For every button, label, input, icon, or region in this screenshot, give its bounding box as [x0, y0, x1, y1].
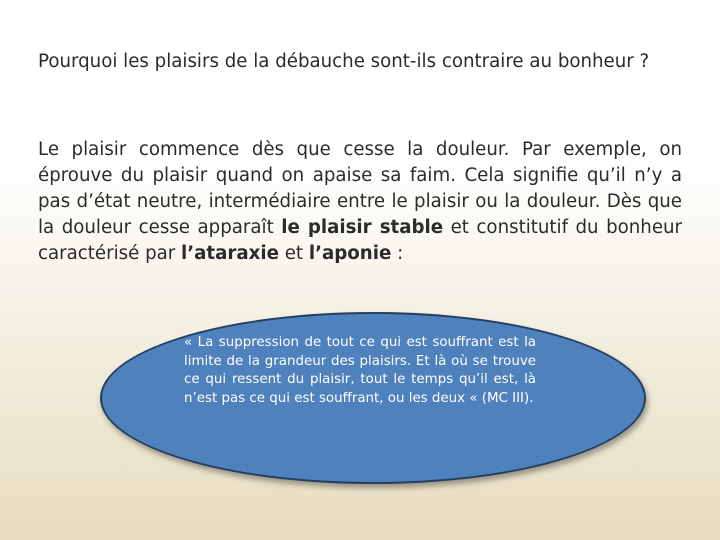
bold-plaisir-stable: le plaisir stable: [281, 217, 444, 238]
paragraph-text-4: :: [391, 243, 404, 264]
body-paragraph: [38, 137, 682, 267]
question-heading: Pourquoi les plaisirs de la débauche sont-ils contraire au bonheur ?: [38, 51, 650, 72]
quote-text: « La suppression de tout ce qui est souffrant est la limite de la grandeur des plaisirs. Et là où se trouve ce qui ressent du plaisir, tout le temps qu’il est, là n’est pas ce qui est souffrant, ou les deux « (MC III).: [184, 335, 536, 406]
paragraph-text-3: et: [278, 243, 309, 264]
paragraph-text-1: Le plaisir commence dès que cesse la douleur. Par exemple, on éprouve du plaisir quand on apaise sa faim. Cela signifie qu’il n’y a pas d’état neutre, intermédiaire entre le plaisir ou la douleur. Dès que la douleur cesse apparaît: [38, 139, 682, 238]
bold-ataraxie: l’ataraxie: [181, 243, 279, 264]
paragraph-text-2: et constitutif du bonheur caractérisé par: [38, 217, 683, 264]
bold-aponie: l’aponie: [308, 243, 392, 264]
